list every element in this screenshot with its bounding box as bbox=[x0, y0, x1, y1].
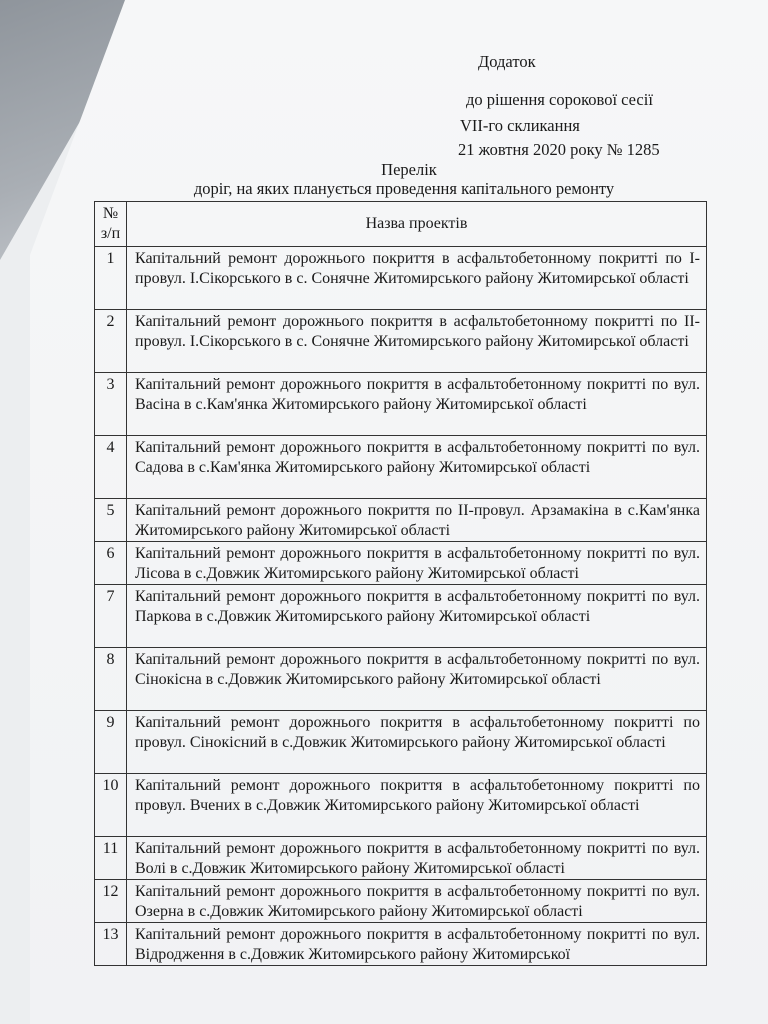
row-number: 8 bbox=[95, 648, 127, 711]
table-row bbox=[95, 711, 707, 774]
project-name: Капітальний ремонт дорожнього покриття в асфальтобетонному покритті по вул. Садова в с.Кам'янка Житомирського району Житомирської області bbox=[127, 436, 707, 499]
appendix-label: Додаток bbox=[478, 52, 536, 71]
table-header-row bbox=[95, 202, 707, 247]
table-row bbox=[95, 310, 707, 373]
title-main: Перелік bbox=[381, 160, 437, 179]
row-number: 3 bbox=[95, 373, 127, 436]
table-row bbox=[95, 499, 707, 542]
row-number: 7 bbox=[95, 585, 127, 648]
row-number: 13 bbox=[95, 923, 127, 966]
table-row bbox=[95, 923, 707, 966]
column-header-name: Назва проектів bbox=[127, 202, 707, 247]
document-title bbox=[0, 160, 768, 198]
project-name: Капітальний ремонт дорожнього покриття в асфальтобетонному покритті по вул. Озерна в с.Довжик Житомирського району Житомирської області bbox=[127, 880, 707, 923]
project-name: Капітальний ремонт дорожнього покриття в асфальтобетонному покритті по вул. Паркова в с.Довжик Житомирського району Житомирської області bbox=[127, 585, 707, 648]
table-row bbox=[95, 373, 707, 436]
table-row bbox=[95, 648, 707, 711]
column-header-number-line2: з/п bbox=[100, 225, 121, 242]
row-number: 9 bbox=[95, 711, 127, 774]
table-row bbox=[95, 880, 707, 923]
convocation-line: VII-го скликання bbox=[460, 116, 580, 135]
table-row bbox=[95, 542, 707, 585]
decision-line: до рішення сорокової сесії bbox=[466, 90, 653, 109]
project-name: Капітальний ремонт дорожнього покриття в асфальтобетонному покритті по вул. Сінокісна в с.Довжик Житомирського району Житомирської області bbox=[127, 648, 707, 711]
row-number: 5 bbox=[95, 499, 127, 542]
project-name: Капітальний ремонт дорожнього покриття в асфальтобетонному покритті по провул. Сінокісний в с.Довжик Житомирського району Житомирської області bbox=[127, 711, 707, 774]
title-subtitle: доріг, на яких планується проведення капітального ремонту bbox=[193, 179, 615, 198]
project-name: Капітальний ремонт дорожнього покриття по ІІ-провул. Арзамакіна в с.Кам'янка Житомирського району Житомирської області bbox=[127, 499, 707, 542]
column-header-number bbox=[95, 202, 127, 247]
project-name: Капітальний ремонт дорожнього покриття в асфальтобетонному покритті по вул. Волі в с.Довжик Житомирського району Житомирської області bbox=[127, 837, 707, 880]
row-number: 1 bbox=[95, 247, 127, 310]
roads-table bbox=[94, 201, 707, 966]
table-row bbox=[95, 436, 707, 499]
row-number: 4 bbox=[95, 436, 127, 499]
row-number: 12 bbox=[95, 880, 127, 923]
row-number: 2 bbox=[95, 310, 127, 373]
row-number: 6 bbox=[95, 542, 127, 585]
project-name: Капітальний ремонт дорожнього покриття в асфальтобетонному покритті по вул. Васіна в с.Кам'янка Житомирського району Житомирської області bbox=[127, 373, 707, 436]
row-number: 10 bbox=[95, 774, 127, 837]
table-row bbox=[95, 585, 707, 648]
table-row bbox=[95, 774, 707, 837]
project-name: Капітальний ремонт дорожнього покриття в асфальтобетонному покритті по провул. Вчених в с.Довжик Житомирського району Житомирської області bbox=[127, 774, 707, 837]
project-name: Капітальний ремонт дорожнього покриття в асфальтобетонному покритті по І-провул. І.Сікорського в с. Сонячне Житомирського району Житомирської області bbox=[127, 247, 707, 310]
row-number: 11 bbox=[95, 837, 127, 880]
project-name: Капітальний ремонт дорожнього покриття в асфальтобетонному покритті по вул. Відродження в с.Довжик Житомирського району Житомирської bbox=[127, 923, 707, 966]
project-name: Капітальний ремонт дорожнього покриття в асфальтобетонному покритті по вул. Лісова в с.Довжик Житомирського району Житомирської області bbox=[127, 542, 707, 585]
table-row bbox=[95, 837, 707, 880]
project-name: Капітальний ремонт дорожнього покриття в асфальтобетонному покритті по ІІ-провул. І.Сікорського в с. Сонячне Житомирського району Житомирської області bbox=[127, 310, 707, 373]
table-row bbox=[95, 247, 707, 310]
column-header-number-line1: № bbox=[102, 205, 119, 222]
date-number-line: 21 жовтня 2020 року № 1285 bbox=[458, 140, 660, 159]
